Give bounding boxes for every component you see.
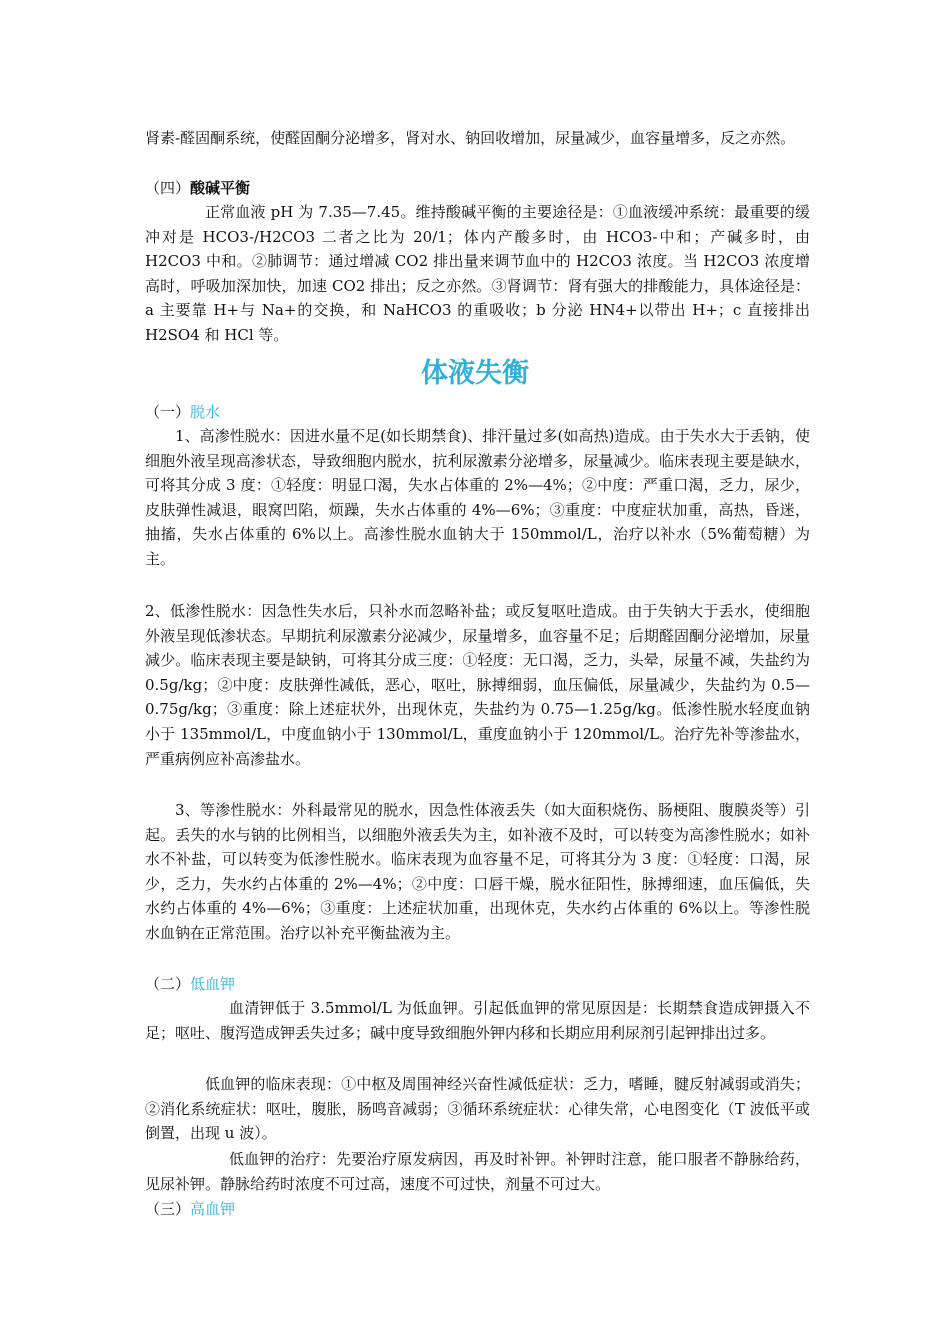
paragraph-raas: [145, 126, 810, 151]
paragraph-text: 肾素-醛固酮系统，使醛固酮分泌增多，肾对水、钠回收增加，尿量减少，血容量增多，反之亦然。: [145, 129, 796, 147]
heading-prefix: （二）: [145, 975, 191, 993]
paragraph-hypotonic: [145, 599, 810, 771]
paragraph-acid-base: [145, 200, 810, 348]
paragraph-hypertonic: [145, 424, 810, 572]
paragraph-text: 低血钾的临床表现：①中枢及周围神经兴奋性减低症状：乏力，嗜睡，腱反射减弱或消失；②消化系统症状：呕吐，腹胀，肠鸣音减弱；③循环系统症状：心律失常，心电图变化（T 波低平或倒置，出现 u 波）。: [145, 1075, 810, 1143]
heading-title: 酸碱平衡: [190, 179, 251, 197]
heading-title: 高血钾: [190, 1200, 236, 1218]
heading-prefix: （一）: [145, 403, 191, 421]
heading-title: 脱水: [190, 403, 221, 421]
paragraph-hypokalemia-symptoms: [145, 1072, 810, 1146]
section-heading-hypokalemia: [145, 972, 235, 996]
paragraph-isotonic: [145, 798, 810, 946]
paragraph-text: 正常血液 pH 为 7.35—7.45。维持酸碱平衡的主要途径是：①血液缓冲系统：最重要的缓冲对是 HCO3-/H2CO3 二者之比为 20/1；体内产酸多时，由 HCO3-中和；产碱多时，由 H2CO3 中和。②肺调节：通过增减 CO2 排出量来调节血中的 H2CO3 浓度。当 H2CO3 浓度增高时，呼吸加深加快，加速 CO2 排出；反之亦然。③肾调节：肾有强大的排酸能力，具体途径是：a 主要靠 H+与 Na+的交换，和 NaHCO3 的重吸收；b 分泌 HN4+以带出 H+；c 直接排出 H2SO4 和 HCl 等。: [145, 203, 810, 344]
heading-prefix: （三）: [145, 1200, 191, 1218]
paragraph-text: 3、等渗性脱水：外科最常见的脱水，因急性体液丢失（如大面积烧伤、肠梗阻、腹膜炎等）引起。丢失的水与钠的比例相当，以细胞外液丢失为主，如补液不及时，可以转变为高渗性脱水；如补水不补盐，可以转变为低渗性脱水。临床表现为血容量不足，可将其分为 3 度：①轻度：口渴，尿少，乏力，失水约占体重的 2%—4%；②中度：口唇干燥，脱水征阳性，脉搏细速，血压偏低，失水约占体重的 4%—6%；③重度：上述症状加重，出现休克，失水约占体重的 6%以上。等渗性脱水血钠在正常范围。治疗以补充平衡盐液为主。: [145, 801, 810, 942]
paragraph-text: 2、低渗性脱水：因急性失水后，只补水而忽略补盐；或反复呕吐造成。由于失钠大于丢水，使细胞外液呈现低渗状态。早期抗利尿激素分泌减少，尿量增多，血容量不足；后期醛固酮分泌增加，尿量减少。临床表现主要是缺钠，可将其分成三度：①轻度：无口渴，乏力，头晕，尿量不减，失盐约为 0.5g/kg；②中度：皮肤弹性减低，恶心，呕吐，脉搏细弱，血压偏低，尿量减少，失盐约为 0.5—0.75g/kg；③重度：除上述症状外，出现休克，失盐约为 0.75—1.25g/kg。低渗性脱水轻度血钠小于 135mmol/L，中度血钠小于 130mmol/L，重度血钠小于 120mmol/L。治疗先补等渗盐水，严重病例应补高渗盐水。: [145, 602, 810, 768]
paragraph-hypokalemia-definition: [145, 996, 810, 1045]
page-title: 体液失衡: [421, 358, 529, 389]
section-heading-hyperkalemia: [145, 1197, 235, 1221]
heading-title: 低血钾: [190, 975, 236, 993]
paragraph-text: 血清钾低于 3.5mmol/L 为低血钾。引起低血钾的常见原因是：长期禁食造成钾摄入不足；呕吐、腹泻造成钾丢失过多；碱中度导致细胞外钾内移和长期应用利尿剂引起钾排出过多。: [145, 999, 810, 1042]
section-heading-dehydration: [145, 400, 220, 424]
paragraph-hypokalemia-treatment: [145, 1147, 810, 1196]
section-heading-acid-base: [145, 176, 250, 200]
heading-prefix: （四）: [145, 179, 191, 197]
paragraph-text: 1、高渗性脱水：因进水量不足(如长期禁食)、排汗量过多(如高热)造成。由于失水大于丢钠，使细胞外液呈现高渗状态，导致细胞内脱水，抗利尿激素分泌增多，尿量减少。临床表现主要是缺水，可将其分成 3 度：①轻度：明显口渴，失水占体重的 2%—4%；②中度：严重口渴，乏力，尿少，皮肤弹性减退，眼窝凹陷，烦躁，失水占体重的 4%—6%；③重度：中度症状加重，高热，昏迷，抽搐，失水占体重的 6%以上。高渗性脱水血钠大于 150mmol/L，治疗以补水（5%葡萄糖）为主。: [145, 427, 810, 568]
paragraph-text: 低血钾的治疗：先要治疗原发病因，再及时补钾。补钾时注意，能口服者不静脉给药，见尿补钾。静脉给药时浓度不可过高，速度不可过快，剂量不可过大。: [145, 1150, 810, 1193]
